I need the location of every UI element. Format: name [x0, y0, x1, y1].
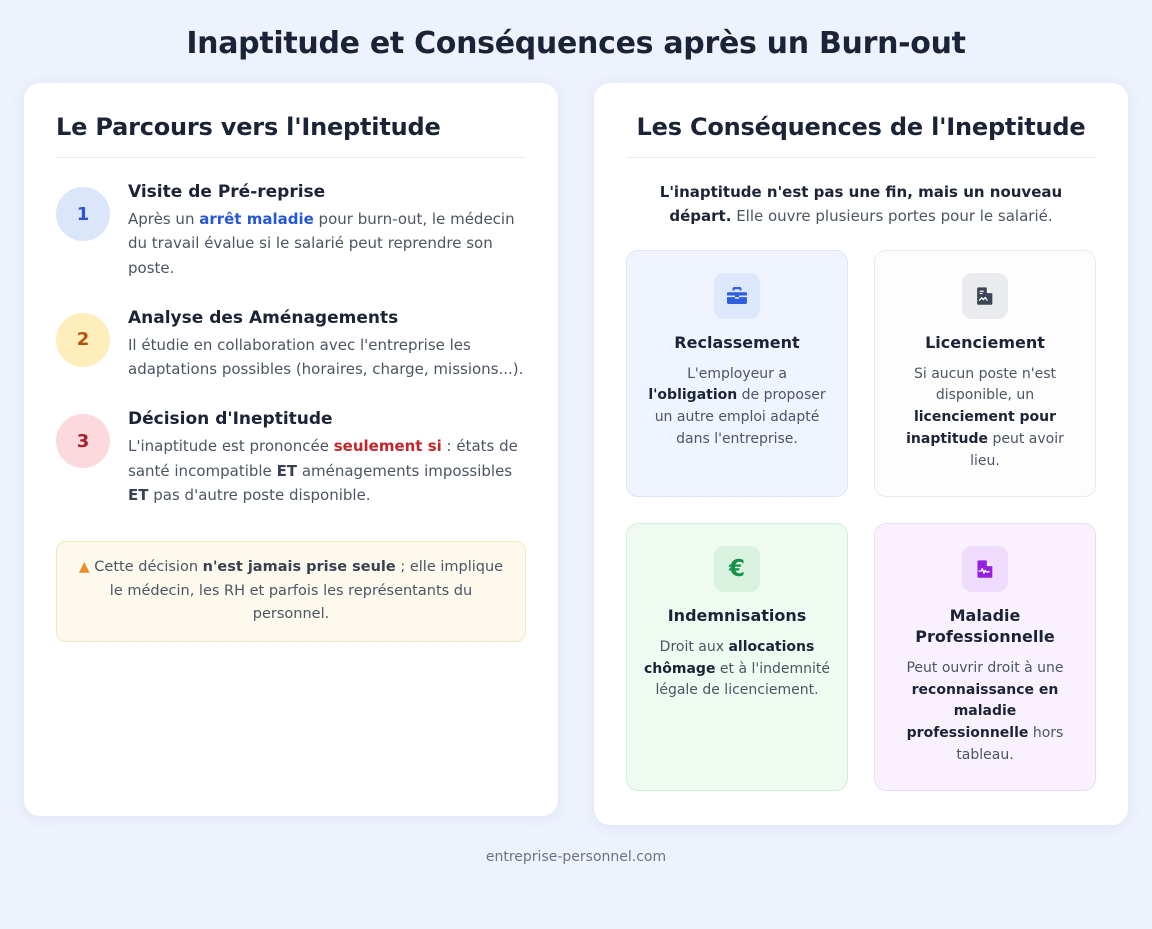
step-text-segment: aménagements impossibles [297, 461, 513, 480]
step-title: Décision d'Ineptitude [128, 409, 333, 430]
card-title: Maladie Professionnelle [915, 606, 1055, 647]
step-body [128, 407, 526, 507]
footer-url: entreprise-personnel.com [485, 849, 667, 866]
card-text-segment: Si aucun poste n'est disponible, un [914, 365, 1056, 404]
intro-bold: L'inaptitude n'est pas une fin, mais un nouveau départ. [659, 183, 1063, 225]
card-text-segment: peut avoir lieu. [970, 430, 1064, 469]
consequence-card-reclassement[interactable] [626, 250, 848, 497]
warning-triangle-icon: ▲ [78, 559, 90, 576]
step-number-badge: 3 [56, 414, 110, 468]
left-panel-heading: Le Parcours vers l'Ineptitude [56, 113, 441, 141]
consequence-card-indemnisations[interactable] [626, 523, 848, 791]
card-text-segment: hors tableau. [956, 724, 1064, 763]
step-text-highlight: arrêt maladie [199, 210, 314, 228]
step-text-segment: Après un [128, 210, 200, 228]
card-text-segment: Peut ouvrir droit à une [906, 659, 1064, 676]
warning-text-bold: n'est jamais prise seule [202, 559, 396, 576]
step-text [128, 333, 526, 382]
step-body [128, 180, 526, 280]
step-text-segment: L'inaptitude est prononcée [128, 437, 334, 456]
page-title: Inaptitude et Conséquences après un Burn-out [186, 26, 966, 61]
consequence-cards-grid [626, 250, 1096, 791]
step-number-badge: 1 [56, 187, 110, 241]
card-text-segment: L'employeur a [687, 365, 787, 382]
left-panel [24, 83, 558, 816]
right-panel-heading: Les Conséquences de l'Ineptitude [636, 113, 1086, 141]
step-number-badge: 2 [56, 313, 110, 367]
card-title: Indemnisations [667, 606, 807, 626]
briefcase-icon [714, 273, 760, 319]
step-text-segment: pas d'autre poste disponible. [148, 486, 371, 505]
left-panel-divider [56, 157, 526, 158]
card-text [643, 364, 831, 451]
card-text-bold: l'obligation [648, 387, 738, 404]
warning-text-segment: ; elle implique le médecin, les RH et parfois les représentants du personnel. [109, 559, 504, 623]
step-text-segment: : états de santé incompatible [128, 437, 518, 480]
card-text [643, 637, 831, 702]
card-text-bold: licenciement pour inaptitude [906, 409, 1057, 447]
warning-callout [56, 541, 526, 641]
step-title: Analyse des Aménagements [128, 307, 399, 328]
step-body [128, 306, 526, 382]
card-title: Reclassement [674, 333, 800, 352]
card-text [891, 364, 1079, 472]
step-title: Visite de Pré-reprise [128, 182, 326, 202]
step-text-segment: pour burn-out, le médecin du travail évalue si le salarié peut reprendre son poste. [128, 210, 515, 277]
consequence-card-licenciement[interactable] [874, 250, 1096, 497]
euro-glyph: € [728, 555, 745, 582]
step-text-segment: Il étudie en collaboration avec l'entreprise les adaptations possibles (horaires, charge, missions...). [128, 335, 524, 379]
card-text [891, 658, 1079, 766]
document-text-icon [962, 273, 1008, 319]
columns-container [24, 83, 1128, 825]
step-item [56, 306, 526, 382]
euro-icon [714, 546, 760, 592]
step-text-bold: ET [276, 461, 298, 480]
step-text [128, 207, 526, 280]
step-text-highlight: seulement si [333, 437, 442, 456]
right-panel-divider [626, 157, 1096, 158]
right-panel-intro [626, 180, 1096, 228]
right-panel [594, 83, 1128, 825]
card-text-segment: de proposer un autre emploi adapté dans l'entreprise. [654, 387, 826, 447]
step-item [56, 407, 526, 507]
warning-text-segment: Cette décision [94, 559, 203, 576]
card-text-segment: Droit aux [659, 639, 729, 656]
card-text-bold: reconnaissance en maladie professionnelle [906, 681, 1059, 741]
consequence-card-maladie-professionnelle[interactable] [874, 523, 1096, 791]
step-text-bold: ET [128, 486, 149, 505]
step-item [56, 180, 526, 280]
intro-segment: Elle ouvre plusieurs portes pour le salarié. [731, 207, 1053, 225]
card-title: Licenciement [925, 333, 1045, 352]
steps-list [56, 180, 526, 507]
step-text [128, 434, 526, 507]
medical-document-icon [962, 546, 1008, 592]
card-text-segment: et à l'indemnité légale de licenciement. [655, 660, 830, 699]
card-text-bold: allocations chômage [644, 639, 815, 677]
